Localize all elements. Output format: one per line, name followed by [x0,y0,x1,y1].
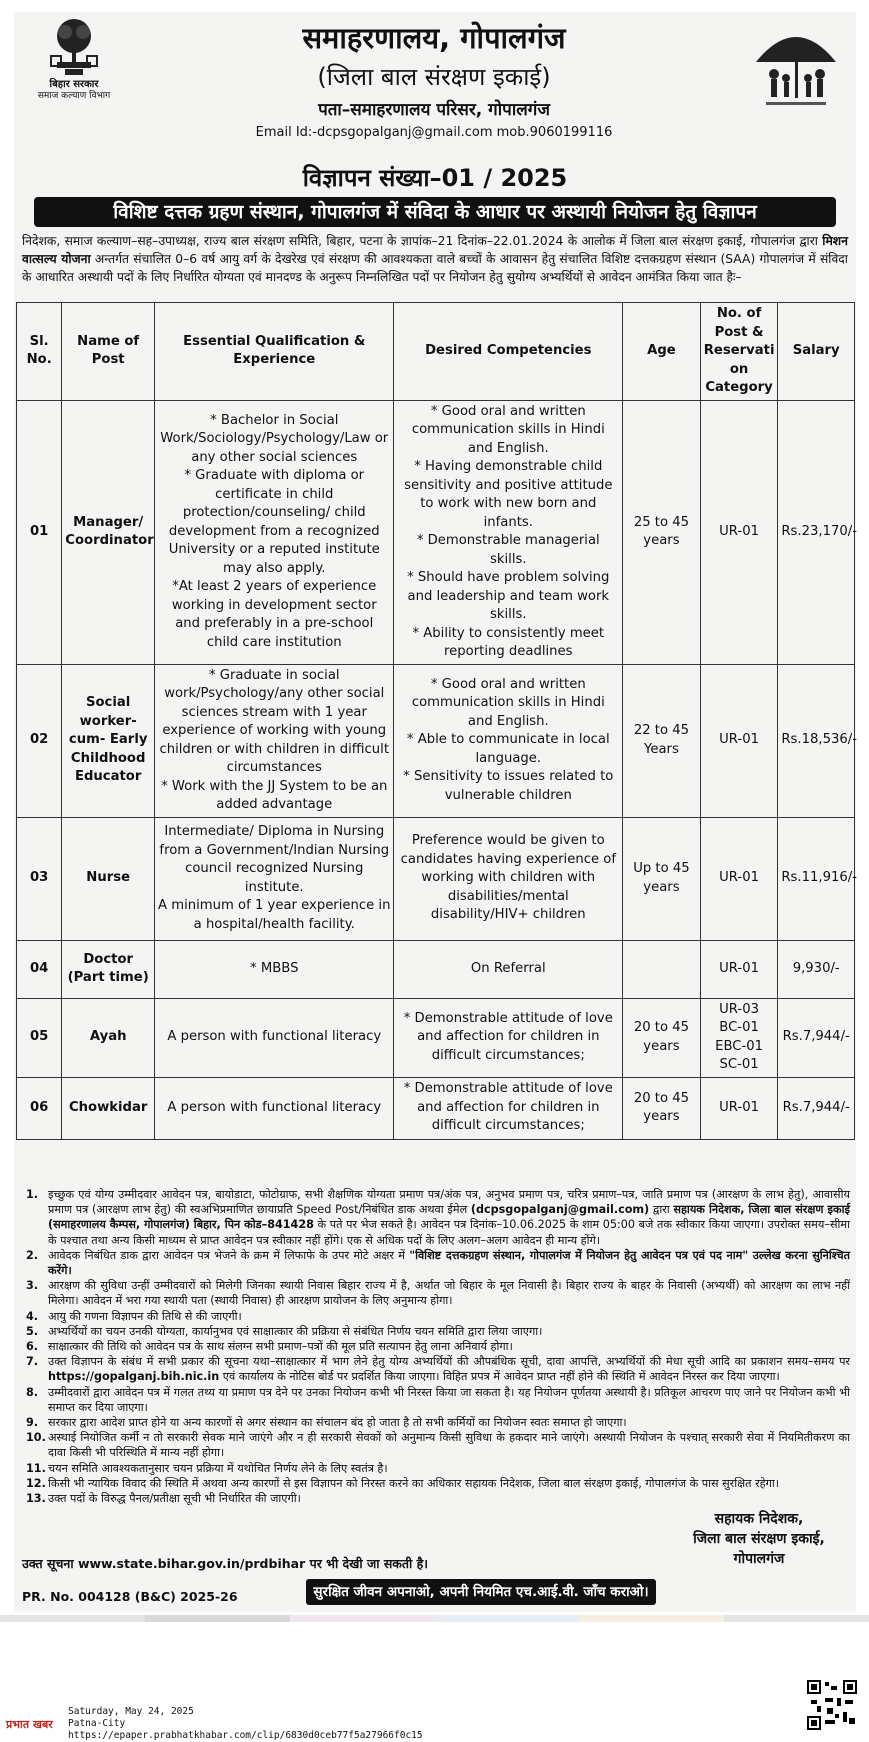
competency-line: On Referral [470,960,546,976]
office-subtitle: (जिला बाल संरक्षण इकाई) [317,63,551,91]
cell-number-of-posts [700,940,778,998]
table-row [17,400,855,664]
term-text: इच्छुक एवं योग्य उम्मीदवार आवेदन पत्र, बायोडाटा, फोटोग्राफ, सभी शैक्षणिक योग्यता प्रमाण पत्र/अंक पत्र, अनुभव प्रमाण पत्र, चरित्र प्रमाण–पत्र, जाति प्रमाण पत्र (आरक्षण के लाभ हेतु), आवासीय प्रमाण पत्र (आरक्षण लाभ हेतु) की स्वअभिप्रमाणित छायाप्रति Speed Post/निबंधित डाक अथवा ईमेल [48,1188,850,1217]
cell-number-of-posts [700,998,778,1077]
term-bold-text: सहायक निदेशक, जिला बाल संरक्षण इकाई (समाहरणालय कैम्पस, गोपालगंज) बिहार, पिन कोड–841428 [48,1203,850,1232]
term-bold-text: (dcpsgopalganj@gmail.com) [470,1203,650,1217]
term-text: आवेदक निबंधित डाक द्वारा आवेदन पत्र भेजने के क्रम में लिफाफे के उपर मोटे अक्षर में [48,1248,410,1262]
cell-qualification [155,940,394,998]
table-row [17,998,855,1077]
term-item [20,1476,850,1491]
cell-post: Manager/ Coordinator [62,400,155,664]
bihar-govt-emblem [24,16,124,102]
term-number: 9. [26,1416,39,1430]
cell-post: Nurse [62,817,155,940]
competency-line: * Able to communicate in local language. [406,732,610,766]
header-qualification: Essential Qualification & Experience [155,303,394,401]
office-address: पता–समाहरणालय परिसर, गोपालगंज [318,100,550,120]
reservation-line: SC-01 [719,1057,759,1072]
epaper-footer [0,1622,869,1741]
header-competencies: Desired Competencies [394,303,623,401]
competency-line: * Demonstrable managerial skills. [416,533,600,567]
cell-age: 22 to 45 Years [623,664,701,817]
competency-line: * Sensitivity to issues related to vulnerable children [403,769,614,803]
reservation-line: UR-03 [719,1001,759,1017]
term-text: द्वारा [649,1203,674,1217]
competency-line: Preference would be given to candidates having experience of working with children with disabilities/mental disability/HIV+ children [400,833,616,923]
advertisement-page [14,12,856,1612]
cell-sl: 04 [17,940,62,998]
qualification-line: A person with functional literacy [167,1029,382,1045]
term-bold-text: "विशिष्ट दत्तकग्रहण संस्थान, गोपालगंज में नियोजन हेतु आवेदन पत्र एवं पद नाम" उल्लेख करना सुनिश्चित करेंगे। [48,1248,850,1278]
term-text: किसी भी न्यायिक विवाद की स्थिति में अथवा अन्य कारणों से इस विज्ञापन को निरस्त करने का अधिकार सहायक निदेशक, जिला बाल संरक्षण इकाई, गोपालगंज के पास सुरक्षित रहेगा। [48,1476,780,1490]
term-number: 7. [26,1355,39,1369]
qualification-line: * MBBS [250,960,299,976]
term-text: चयन समिति आवश्यकतानुसार चयन प्रक्रिया में यथोचित निर्णय लेने के लिए स्वतंत्र है। [48,1461,388,1475]
cell-age: 25 to 45 years [623,400,701,664]
competency-line: * Demonstrable attitude of love and affection for children in difficult circumstances; [403,1010,613,1063]
epaper-edition: Patna-City [68,1718,126,1729]
qualification-line: * Graduate with diploma or certificate in child protection/counseling/ child development from a recognized University or a reputed institute may also apply. [168,468,380,576]
pr-number: PR. No. 004128 (B&C) 2025-26 [22,1589,238,1604]
cell-competencies [394,817,623,940]
competency-line: * Good oral and written communication skills in Hindi and English. [411,403,605,456]
cell-post: Ayah [62,998,155,1077]
term-item [20,1430,850,1460]
contact-line: Email Id:-dcpsgopalganj@gmail.com mob.9060199116 [255,125,613,140]
term-number: 13. [26,1492,46,1506]
cell-qualification [155,1077,394,1139]
term-number: 10. [26,1431,46,1445]
reservation-line: UR-01 [719,523,759,539]
term-text: सरकार द्वारा आदेश प्राप्त होने या अन्य कारणों से अगर संस्थान का संचालन बंद हो जाता है तो सभी कर्मियों का नियोजन स्वतः समाप्त हो जाएगा। [48,1416,627,1430]
header-sl: Sl. No. [17,303,62,401]
cell-salary: Rs.7,944/- [778,998,855,1077]
term-text: उक्त विज्ञापन के संबंध में सभी प्रकार की सूचना यथा–साक्षात्कार में भाग लेने हेतु योग्य अभ्यर्थियों की औपबंधिक सूची, दावा आपत्ति, अभ्यर्थियों की मेधा सूची आदि का प्रकाशन समय–समय पर [48,1355,850,1369]
term-item [20,1415,850,1430]
bodhi-tree-emblem-icon [43,16,105,78]
cell-age: 20 to 45 years [623,1077,701,1139]
posts-table [16,302,855,1140]
table-row [17,664,855,817]
term-item [20,1187,850,1248]
competency-line: * Should have problem solving and leadership and team work skills. [407,570,610,622]
emblem-subcaption: समाज कल्याण विभाग [37,91,111,101]
reservation-line: BC-01 [719,1020,759,1035]
term-item [20,1461,850,1476]
cell-number-of-posts [700,400,778,664]
term-item [20,1339,850,1354]
competency-line: * Good oral and written communication skills in Hindi and English. [411,676,605,729]
hiv-awareness-banner: सुरक्षित जीवन अपनाओ, अपनी नियमित एच.आई.वी. जाँच कराओ। [306,1579,656,1605]
cell-sl: 02 [17,664,62,817]
header-number-of-posts: No. of Post & Reservati on Category [700,303,778,401]
print-color-bar [0,1615,869,1622]
competency-line: * Having demonstrable child sensitivity and positive attitude to work with new born and infants. [404,459,613,530]
header-age: Age [623,303,701,401]
table-header-row [17,303,855,401]
cell-age: 20 to 45 years [623,998,701,1077]
header-salary: Salary [778,303,855,401]
cell-number-of-posts [700,664,778,817]
term-item [20,1248,850,1278]
qualification-line: *At least 2 years of experience working in development sector and preferably in a pre-school child care institution [171,579,377,650]
term-text: के पते पर भेज सकते है। आवेदन पत्र दिनांक–10.06.2025 के शाम 05:00 बजे तक स्वीकार किया जाएगा। उपरोक्त समय–सीमा के पश्चात तथा अन्य किसी माध्यम से प्राप्त आवेदन पत्र स्वीकार नहीं होंगे। एक से अधिक पदों के लिए अलग–अलग आवेदन ही मान्य होंगे। [48,1218,850,1247]
term-item [20,1354,850,1384]
term-bold-text: https://gopalganj.bih.nic.in [48,1370,220,1384]
qr-code-icon[interactable] [807,1680,857,1730]
term-number: 8. [26,1385,39,1399]
cell-post: Chowkidar [62,1077,155,1139]
cell-sl: 01 [17,400,62,664]
epaper-date: Saturday, May 24, 2025 [68,1706,194,1717]
table-row [17,817,855,940]
office-title: समाहरणालय, गोपालगंज [302,21,566,55]
emblem-caption: बिहार सरकार [49,79,99,90]
table-row [17,1077,855,1139]
signatory-line: जिला बाल संरक्षण इकाई, [693,1531,825,1547]
term-number: 2. [26,1248,39,1262]
qualification-line: A person with functional literacy [167,1099,382,1115]
cell-age: Up to 45 years [623,817,701,940]
signatory-line: सहायक निदेशक, [714,1511,804,1527]
term-item [20,1385,850,1415]
cell-competencies [394,940,623,998]
cell-competencies [394,664,623,817]
qualification-line: * Graduate in social work/Psychology/any other social sciences stream with 1 year experience of working with young children or with children in difficult circumstances [159,667,389,775]
term-item [20,1309,850,1324]
intro-paragraph [22,232,848,286]
cell-sl: 03 [17,817,62,940]
term-text: आरक्षण की सुविधा उन्हीं उम्मीदवारों को मिलेगी जिनका स्थायी निवास बिहार राज्य में है, अर्थात जो बिहार के मूल निवासी है। बिहार राज्य के बाहर के निवासी (अभ्यर्थी) को आरक्षण का लाभ नहीं मिलेगा। आवेदन में भरा गया स्थायी पता (स्थायी निवास) ही आरक्षण प्रायोजन के लिए अनुमान्य होगा। [48,1279,850,1308]
table-row [17,940,855,998]
term-text: अस्थाई नियोजित कर्मी न तो सरकारी सेवक माने जाएंगे और न ही सरकारी सेवकों को अनुमान्य किसी सुविधा के हकदार माने जाएंगे। अस्थायी नियोजन के पश्चात् सरकारी सेवा में नियमितीकरण का दावा किसी भी परिस्थिति में मान्य नहीं होगा। [48,1431,850,1460]
term-text: उम्मीदवारों द्वारा आवेदन पत्र में गलत तथ्य या प्रमाण पत्र देने पर उनका नियोजन कभी भी निरस्त किया जा सकता है। यह नियोजन पूर्णतया अस्थायी है। प्रतिकूल आचरण पाए जाने पर नियोजन कभी भी समाप्त कर दिया जाएगा। [48,1385,850,1414]
term-number: 12. [26,1476,46,1490]
term-number: 6. [26,1340,39,1354]
cell-competencies [394,1077,623,1139]
cell-qualification [155,664,394,817]
term-number: 3. [26,1279,39,1293]
term-text: आयु की गणना विज्ञापन की तिथि से की जाएगी। [48,1309,242,1323]
qualification-line: * Work with the JJ System to be an added advantage [161,778,388,812]
competency-line: * Demonstrable attitude of love and affection for children in difficult circumstances; [403,1081,613,1134]
term-text: साक्षात्कार की तिथि को आवेदन पत्र के साथ संलग्न सभी प्रमाण–पत्रों की मूल प्रति सत्यापन हेतु लाना अनिवार्य होगा। [48,1340,513,1354]
cell-number-of-posts [700,817,778,940]
cell-salary: Rs.7,944/- [778,1077,855,1139]
qualification-line: Intermediate/ Diploma in Nursing from a Government/Indian Nursing council recognized Nursing institute. [159,824,390,895]
cell-sl: 05 [17,998,62,1077]
cell-qualification [155,817,394,940]
intro-text-2: अन्तर्गत संचालित 0–6 वर्ष आयु वर्ग के देखरेख एवं संरक्षण की आवश्यकता वाले बच्चों के आवासन हेतु संचालित विशिष्ट दत्तकग्रहण संस्थान (SAA) गोपालगंज में संविदा के आधारित अस्थायी पदों के लिए निर्धारित योग्यता एवं मानदण्ड के अनुरूप निम्नलिखित पदों पर नियोजन हेतु सुयोग्य अभ्यर्थियों से आवेदन आमंत्रित किया जात हैः– [22,252,848,284]
cell-salary: Rs.23,170/- [778,400,855,664]
term-text: उक्त पदों के विरुद्ध पैनल/प्रतीक्षा सूची भी निर्धारित की जाएगी। [48,1492,301,1506]
header [14,12,856,164]
intro-text-1: निदेशक, समाज कल्याण–सह–उपाध्यक्ष, राज्य बाल संरक्षण समिति, बिहार, पटना के ज्ञापांक–21 दिनांक–22.01.2024 के आलोक में जिला बाल संरक्षण इकाई, गोपालगंज द्वारा [22,234,823,248]
cell-competencies [394,400,623,664]
cell-sl: 06 [17,1077,62,1139]
epaper-url[interactable]: https://epaper.prabhatkhabar.com/clip/6830d0ceb77f5a27966f0c15 [68,1730,423,1741]
epaper-meta [68,1706,423,1742]
reservation-line: UR-01 [719,870,759,886]
cell-post: Doctor (Part time) [62,940,155,998]
term-text: अभ्यर्थियों का चयन उनकी योग्यता, कार्यानुभव एवं साक्षात्कार की प्रक्रिया से संबंधित निर्णय चयन समिति द्वारा लिया जाएगा। [48,1324,543,1338]
term-number: 1. [26,1188,39,1201]
term-item [20,1324,850,1339]
term-item [20,1278,850,1308]
publisher-logo: प्रभात खबर [6,1718,53,1731]
cell-post: Social worker-cum- Early Childhood Educator [62,664,155,817]
terms-list [20,1187,850,1506]
qualification-line: * Bachelor in Social Work/Sociology/Psychology/Law or any other social sciences [160,412,389,465]
competency-line: * Ability to consistently meet reporting deadlines [412,625,605,659]
advertisement-number: विज्ञापन संख्या–01 / 2025 [302,164,568,192]
cell-salary: 9,930/- [778,940,855,998]
cell-qualification [155,998,394,1077]
cell-qualification [155,400,394,664]
reservation-line: UR-01 [719,960,759,976]
advertisement-banner: विशिष्ट दत्तक ग्रहण संस्थान, गोपालगंज में संविदा के आधार पर अस्थायी नियोजन हेतु विज्ञापन [34,197,836,227]
cell-salary: Rs.18,536/- [778,664,855,817]
term-number: 11. [26,1461,46,1475]
term-number: 4. [26,1309,39,1323]
header-post: Name of Post [62,303,155,401]
reservation-line: EBC-01 [715,1038,764,1054]
cell-number-of-posts [700,1077,778,1139]
term-item [20,1491,850,1506]
signatory-line: गोपालगंज [733,1551,785,1567]
qualification-line: A minimum of 1 year experience in a hospital/health facility. [158,898,391,932]
cell-competencies [394,998,623,1077]
reservation-line: UR-01 [719,1099,759,1115]
cell-salary: Rs.11,916/- [778,817,855,940]
reservation-line: UR-01 [719,732,759,748]
cell-age [623,940,701,998]
term-number: 5. [26,1324,39,1338]
intro-scheme-name: मिशन वात्सल्य योजना [22,234,848,266]
website-info: उक्त सूचना www.state.bihar.gov.in/prdbihar पर भी देखी जा सकती है। [22,1556,428,1571]
term-text: एवं कार्यालय के नोटिस बोर्ड पर प्रदर्शित किया जाएगा। विहित प्रपत्र में आवेदन प्राप्त नहीं होने की स्थिति में आवेदन निरस्त कर दिया जाएगा। [219,1370,780,1384]
child-protection-logo-icon [748,18,844,114]
signatory-block [664,1509,854,1569]
